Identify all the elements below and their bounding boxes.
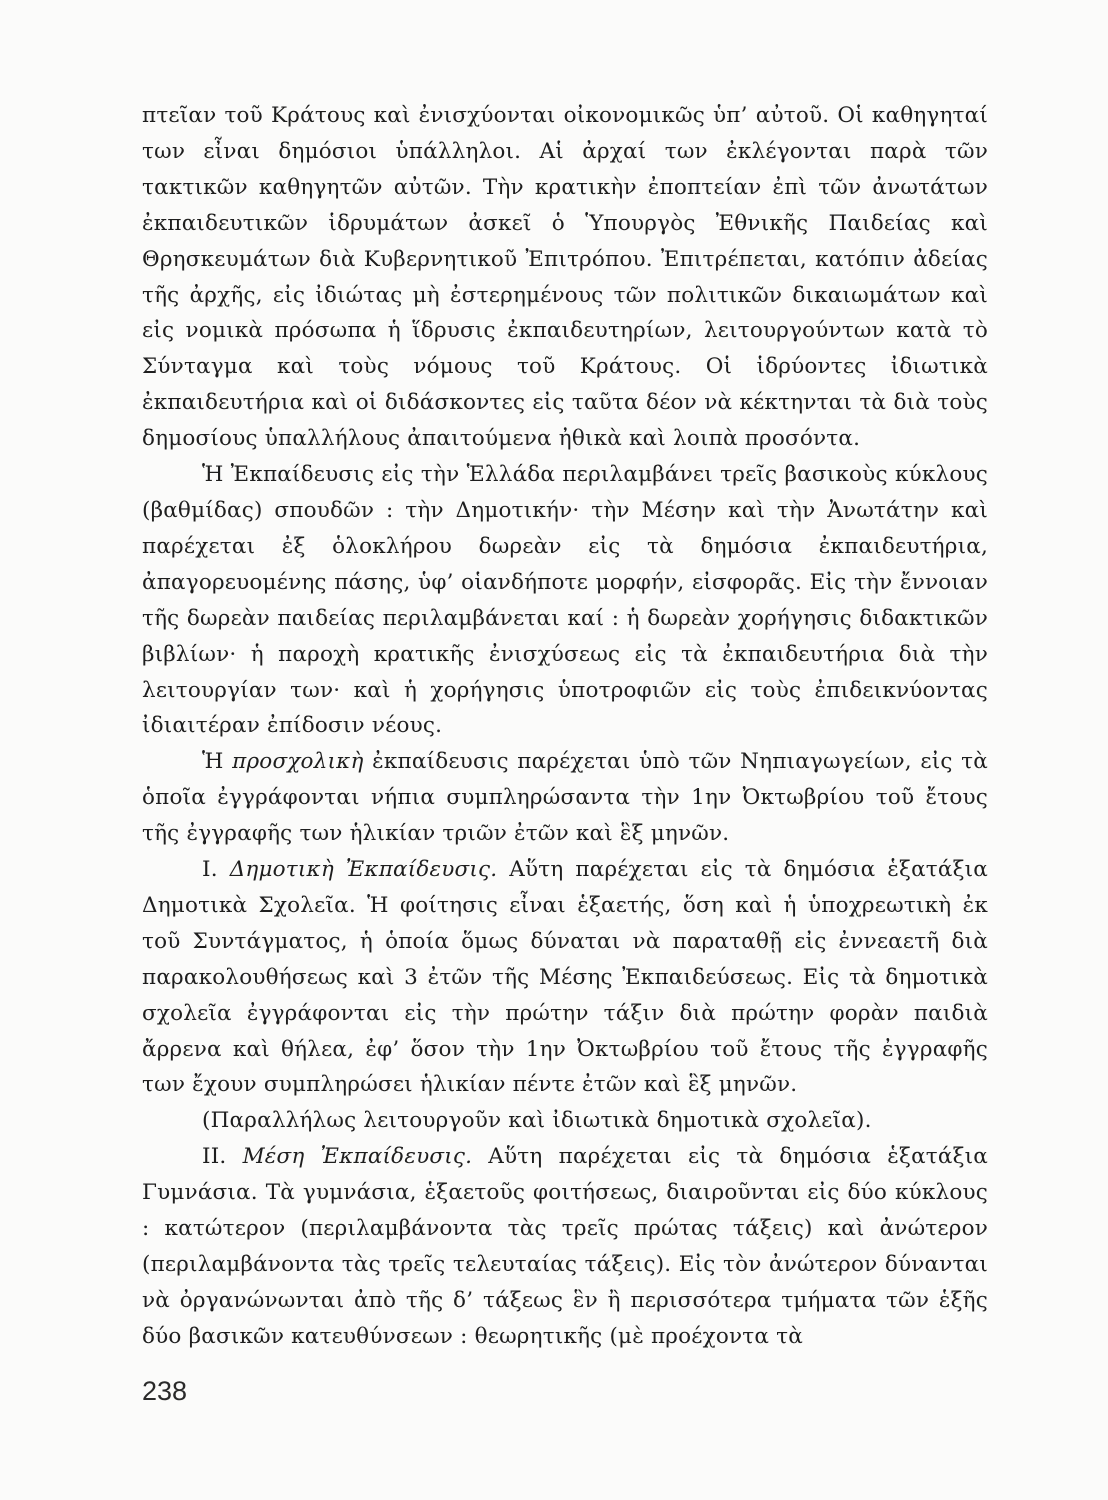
paragraph-p1	[142, 98, 988, 457]
italic-heading-segment: προσχολικὴ	[232, 749, 364, 775]
paragraph-p2	[142, 457, 988, 744]
paragraph-p6	[142, 1139, 988, 1354]
text-segment: (Παραλλήλως λειτουργοῦν καὶ ἰδιωτικὰ δημοτικὰ σχολεῖα).	[202, 1108, 872, 1134]
text-segment: II.	[202, 1144, 243, 1170]
paragraph-p3	[142, 744, 988, 852]
page-number: 238	[142, 1376, 188, 1406]
italic-heading-segment: Δημοτικὴ Ἐκπαίδευσις.	[229, 857, 498, 883]
text-segment: ἐκπαίδευσις παρέχεται ὑπὸ τῶν Νηπιαγωγείων, εἰς τὰ ὁποῖα ἐγγράφονται νήπια συμπληρώσαντα τὴν 1ην Ὀκτωβρίου τοῦ ἔτους τῆς ἐγγραφῆς των ἡλικίαν τριῶν ἐτῶν καὶ ἓξ μηνῶν.	[142, 749, 988, 847]
text-segment: πτεῖαν τοῦ Κράτους καὶ ἐνισχύονται οἰκονομικῶς ὑπ’ αὐτοῦ. Οἱ καθηγηταί των εἶναι δημόσιοι ὑπάλληλοι. Αἱ ἀρχαί των ἐκλέγονται παρὰ τῶν τακτικῶν καθηγητῶν αὐτῶν. Τὴν κρατικὴν ἐποπτείαν ἐπὶ τῶν ἀνωτάτων ἐκπαιδευτικῶν ἱδρυμάτων ἀσκεῖ ὁ Ὑπουργὸς Ἐθνικῆς Παιδείας καὶ Θρησκευμάτων διὰ Κυβερνητικοῦ Ἐπιτρόπου. Ἐπιτρέπεται, κατόπιν ἀδείας τῆς ἀρχῆς, εἰς ἰδιώτας μὴ ἐστερημένους τῶν πολιτικῶν δικαιωμάτων καὶ εἰς νομικὰ πρόσωπα ἡ ἵδρυσις ἐκπαιδευτηρίων, λειτουργούντων κατὰ τὸ Σύνταγμα καὶ τοὺς νόμους τοῦ Κράτους. Οἱ ἱδρύοντες ἰδιωτικὰ ἐκπαιδευτήρια καὶ οἱ διδάσκοντες εἰς ταῦτα δέον νὰ κέκτηνται τὰ διὰ τοὺς δημοσίους ὑπαλλήλους ἀπαιτούμενα ἠθικὰ καὶ λοιπὰ προσόντα.	[142, 103, 988, 452]
body-text	[142, 98, 988, 1358]
paragraph-p4	[142, 852, 988, 1103]
text-segment: Ἡ Ἐκπαίδευσις εἰς τὴν Ἑλλάδα περιλαμβάνει τρεῖς βασικοὺς κύκλους (βαθμίδας) σπουδῶν : τὴν Δημοτικήν· τὴν Μέσην καὶ τὴν Ἀνωτάτην καὶ παρέχεται ἐξ ὁλοκλήρου δωρεὰν εἰς τὰ δημόσια ἐκπαιδευτήρια, ἀπαγορευομένης πάσης, ὑφ’ οἱανδήποτε μορφήν, εἰσφορᾶς. Εἰς τὴν ἔννοιαν τῆς δωρεὰν παιδείας περιλαμβάνεται καί : ἡ δωρεὰν χορήγησις διδακτικῶν βιβλίων· ἡ παροχὴ κρατικῆς ἐνισχύσεως εἰς τὰ ἐκπαιδευτήρια διὰ τὴν λειτουργίαν των· καὶ ἡ χορήγησις ὑποτροφιῶν εἰς τοὺς ἐπιδεικνύοντας ἰδιαιτέραν ἐπίδοσιν νέους.	[142, 462, 988, 739]
paragraph-p5	[142, 1103, 988, 1139]
text-segment: Αὕτη παρέχεται εἰς τὰ δημόσια ἑξατάξια Γυμνάσια. Τὰ γυμνάσια, ἑξαετοῦς φοιτήσεως, διαιροῦνται εἰς δύο κύκλους : κατώτερον (περιλαμβάνοντα τὰς τρεῖς πρώτας τάξεις) καὶ ἀνώτερον (περιλαμβάνοντα τὰς τρεῖς τελευταίας τάξεις). Εἰς τὸν ἀνώτερον δύνανται νὰ ὀργανώνωνται ἀπὸ τῆς δ’ τάξεως ἓν ἢ περισσότερα τμήματα τῶν ἑξῆς δύο βασικῶν κατευθύνσεων : θεωρητικῆς (μὲ προέχοντα τὰ	[142, 1144, 988, 1349]
text-segment: I.	[202, 857, 230, 883]
text-segment: Ἡ	[202, 749, 233, 775]
text-segment: Αὕτη παρέχεται εἰς τὰ δημόσια ἑξατάξια Δημοτικὰ Σχολεῖα. Ἡ φοίτησις εἶναι ἑξαετής, ὅση καὶ ἡ ὑποχρεωτικὴ ἐκ τοῦ Συντάγματος, ἡ ὁποία ὅμως δύναται νὰ παραταθῇ εἰς ἐννεαετῆ διὰ παρακολουθήσεως καὶ 3 ἐτῶν τῆς Μέσης Ἐκπαιδεύσεως. Εἰς τὰ δημοτικὰ σχολεῖα ἐγγράφονται εἰς τὴν πρώτην τάξιν διὰ πρώτην φορὰν παιδιὰ ἄρρενα καὶ θήλεα, ἐφ’ ὅσον τὴν 1ην Ὀκτωβρίου τοῦ ἔτους τῆς ἐγγραφῆς των ἔχουν συμπληρώσει ἡλικίαν πέντε ἐτῶν καὶ ἓξ μηνῶν.	[142, 857, 988, 1098]
italic-heading-segment: Μέση Ἐκπαίδευσις.	[242, 1144, 473, 1170]
